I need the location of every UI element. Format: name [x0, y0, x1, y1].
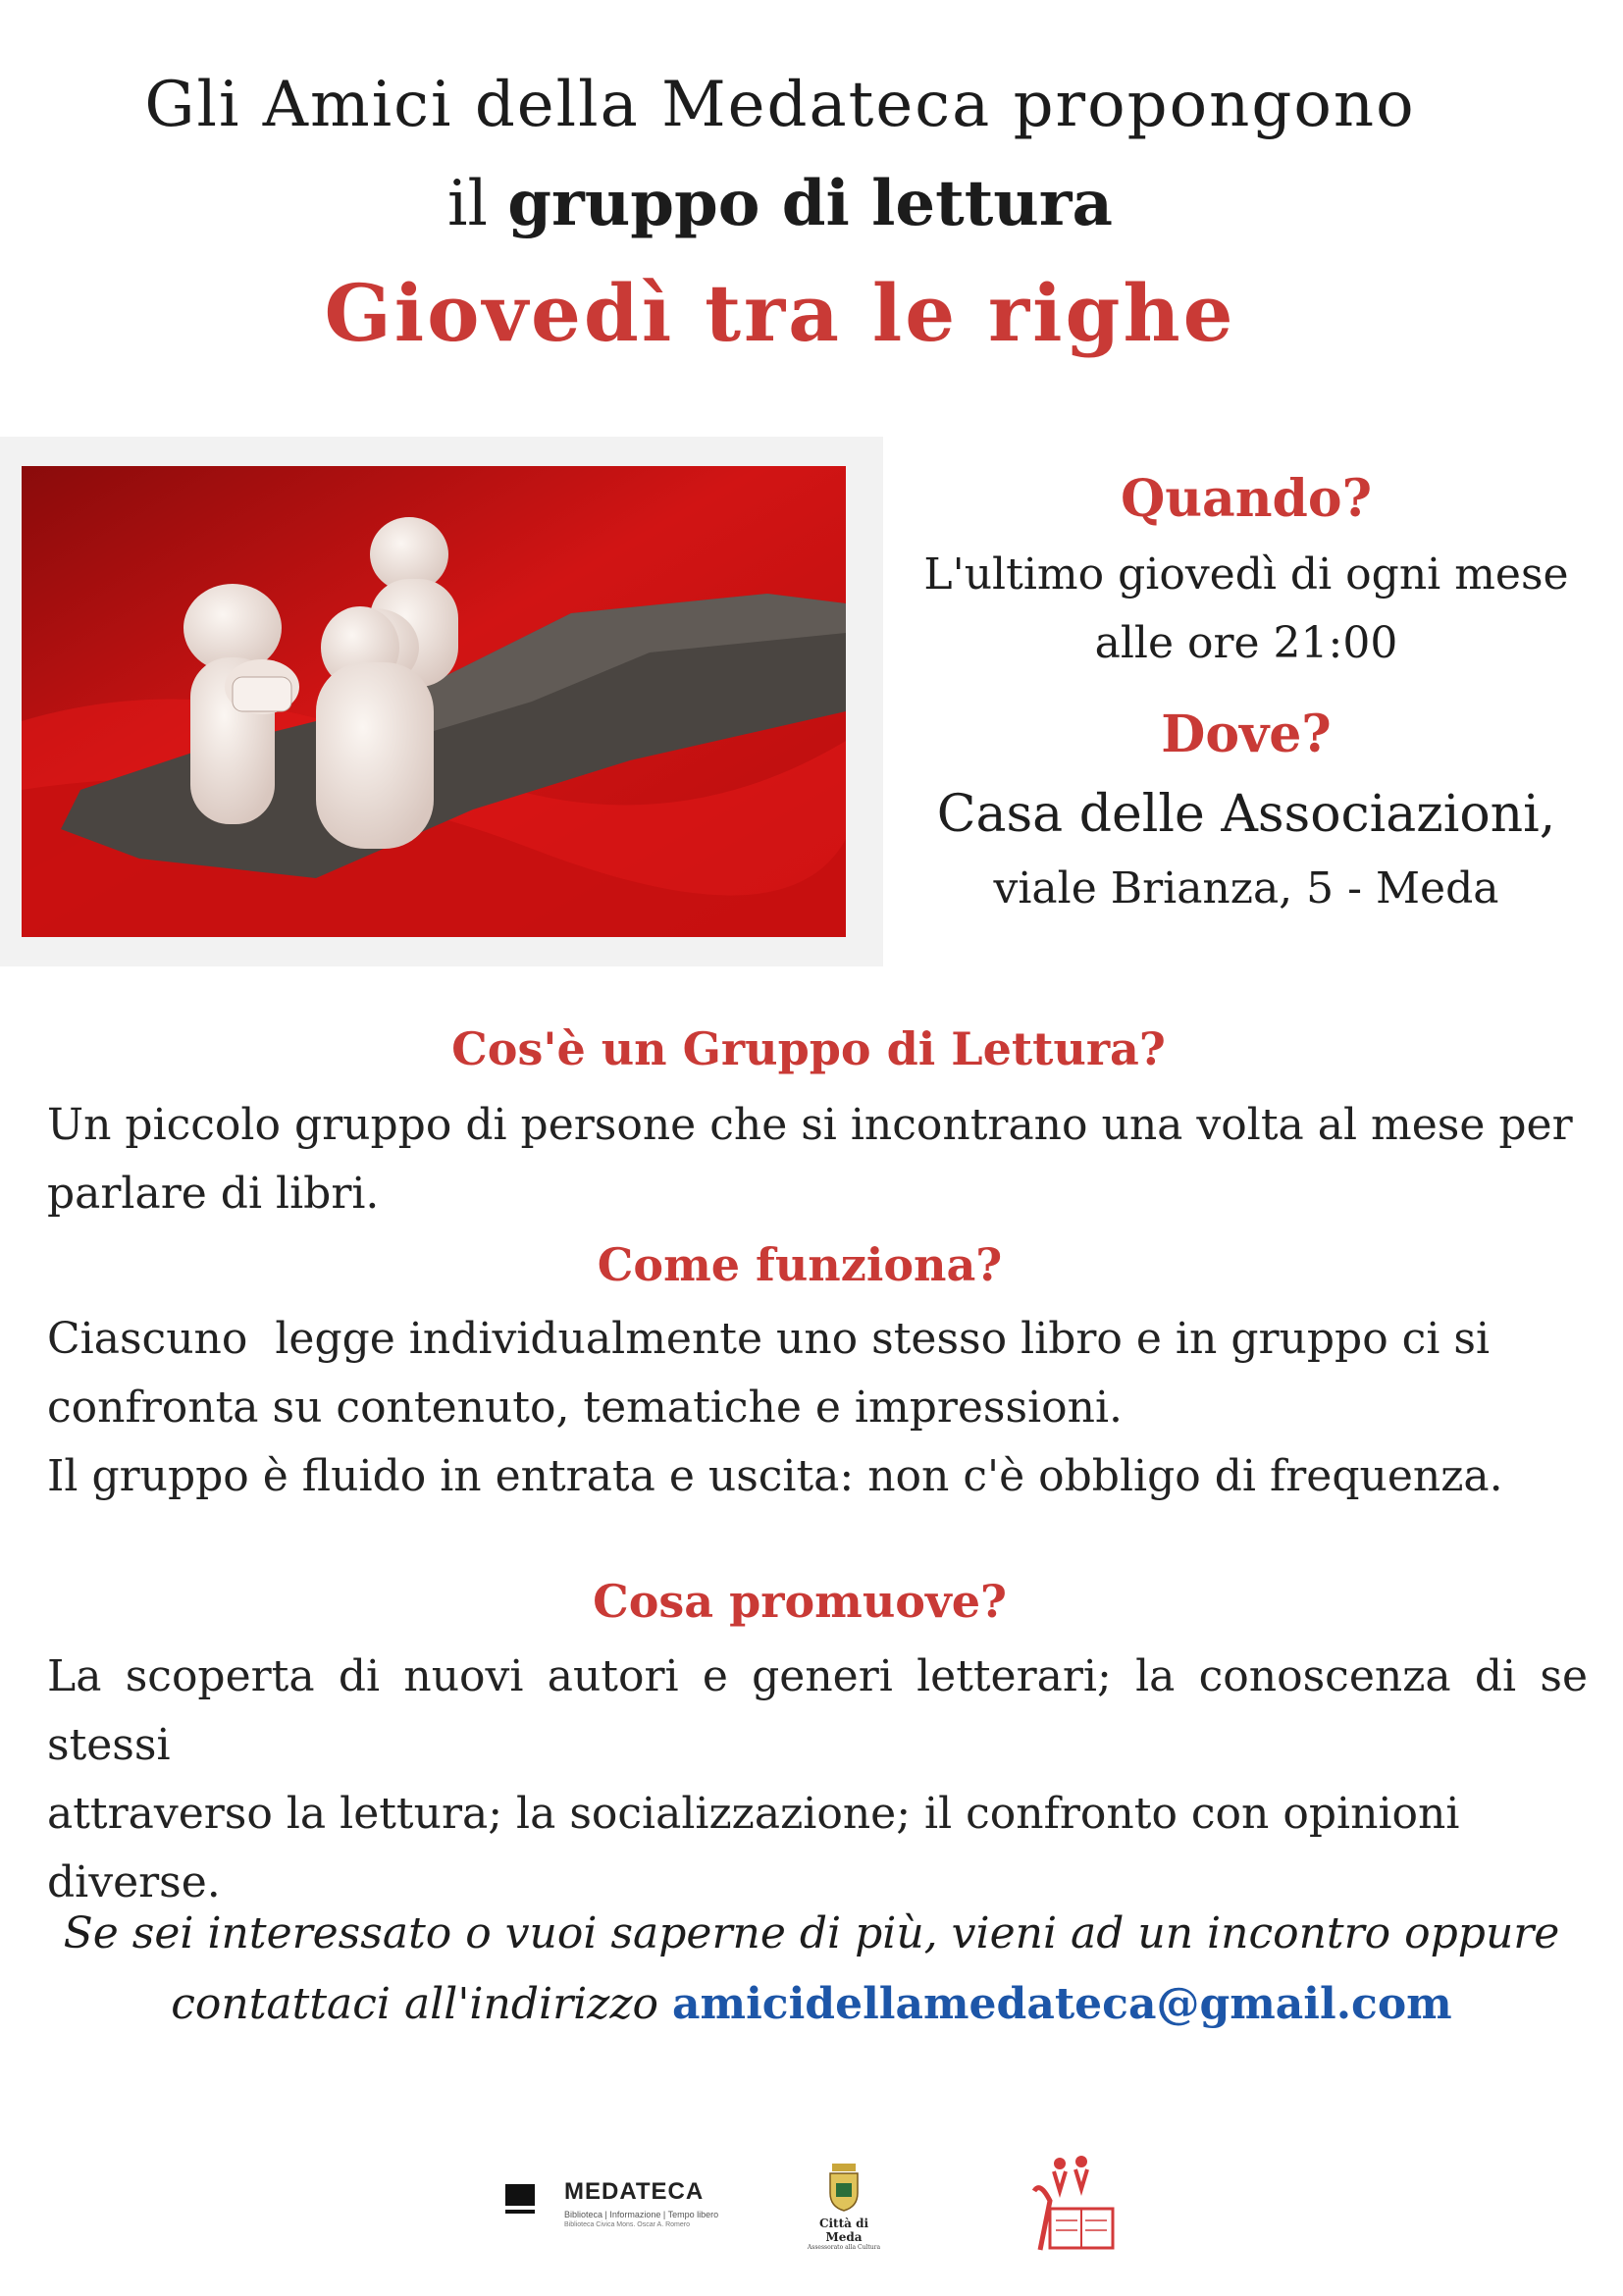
meda-crest-icon — [824, 2162, 864, 2213]
how-line2: confronta su contenuto, tematiche e impressioni. — [47, 1383, 1124, 1433]
page-title: Giovedì tra le righe — [324, 267, 1236, 359]
what-paragraph — [47, 1091, 1588, 1228]
medateca-logo — [505, 2176, 731, 2245]
amici-medateca-logo — [1021, 2152, 1128, 2260]
subtitle-prefix: il — [447, 168, 488, 240]
contact-line1: Se sei interessato o vuoi saperne di più, vieni ad un incontro oppure — [63, 1908, 1560, 1958]
promotes-line2: attraverso la lettura; la socializzazione; il confronto con opinioni diverse. — [47, 1789, 1460, 1907]
promotes-paragraph — [47, 1643, 1588, 1917]
medateca-logo-bar — [505, 2210, 535, 2214]
contact-block — [0, 1899, 1623, 2040]
what-line2: parlare di libri. — [47, 1169, 380, 1219]
subtitle-bold: gruppo di lettura — [507, 167, 1113, 240]
meda-logo-sub: Assessorato alla Cultura — [807, 2244, 881, 2251]
where-heading: Dove? — [1161, 704, 1332, 764]
contact-email-link[interactable]: amicidellamedateca@gmail.com — [672, 1979, 1452, 2029]
how-line3: Il gruppo è fluido in entrata e uscita: non c'è obbligo di frequenza. — [47, 1451, 1503, 1501]
medateca-logo-title: MEDATECA — [564, 2178, 705, 2205]
where-line1: Casa delle Associazioni, — [936, 785, 1556, 844]
promotes-heading: Cosa promuove? — [593, 1575, 1007, 1628]
medateca-logo-subtitle2: Biblioteca Civica Mons. Oscar A. Romero — [564, 2221, 690, 2228]
how-line1: Ciascuno legge individualmente uno stesso libro e in gruppo ci si — [47, 1314, 1491, 1364]
what-line1: Un piccolo gruppo di persone che si incontrano una volta al mese per — [47, 1100, 1573, 1150]
how-heading: Come funziona? — [597, 1238, 1003, 1291]
meda-logo-name: Città di Meda — [818, 2217, 869, 2244]
what-heading: Cos'è un Gruppo di Lettura? — [451, 1022, 1166, 1075]
amici-logo-icon — [1021, 2152, 1128, 2260]
reading-figures-photo — [0, 437, 883, 966]
how-paragraph — [47, 1305, 1588, 1511]
contact-prefix: contattaci all'indirizzo — [171, 1979, 673, 2029]
when-line1: L'ultimo giovedì di ogni mese — [923, 549, 1569, 600]
subtitle-line — [0, 167, 1560, 240]
when-line2: alle ore 21:00 — [1094, 618, 1398, 668]
intro-line: Gli Amici della Medateca propongono — [144, 69, 1416, 141]
promotes-line1: La scoperta di nuovi autori e generi letterari; la conoscenza di se stessi — [47, 1651, 1588, 1770]
contact-line2 — [0, 1969, 1623, 2040]
medateca-logo-subtitle: Biblioteca | Informazione | Tempo libero — [564, 2210, 719, 2219]
sponsor-logos — [491, 2137, 1138, 2270]
where-line2: viale Brianza, 5 - Meda — [993, 863, 1499, 913]
medateca-logo-icon — [505, 2184, 535, 2206]
when-heading: Quando? — [1120, 469, 1373, 529]
citta-di-meda-logo — [805, 2162, 883, 2260]
